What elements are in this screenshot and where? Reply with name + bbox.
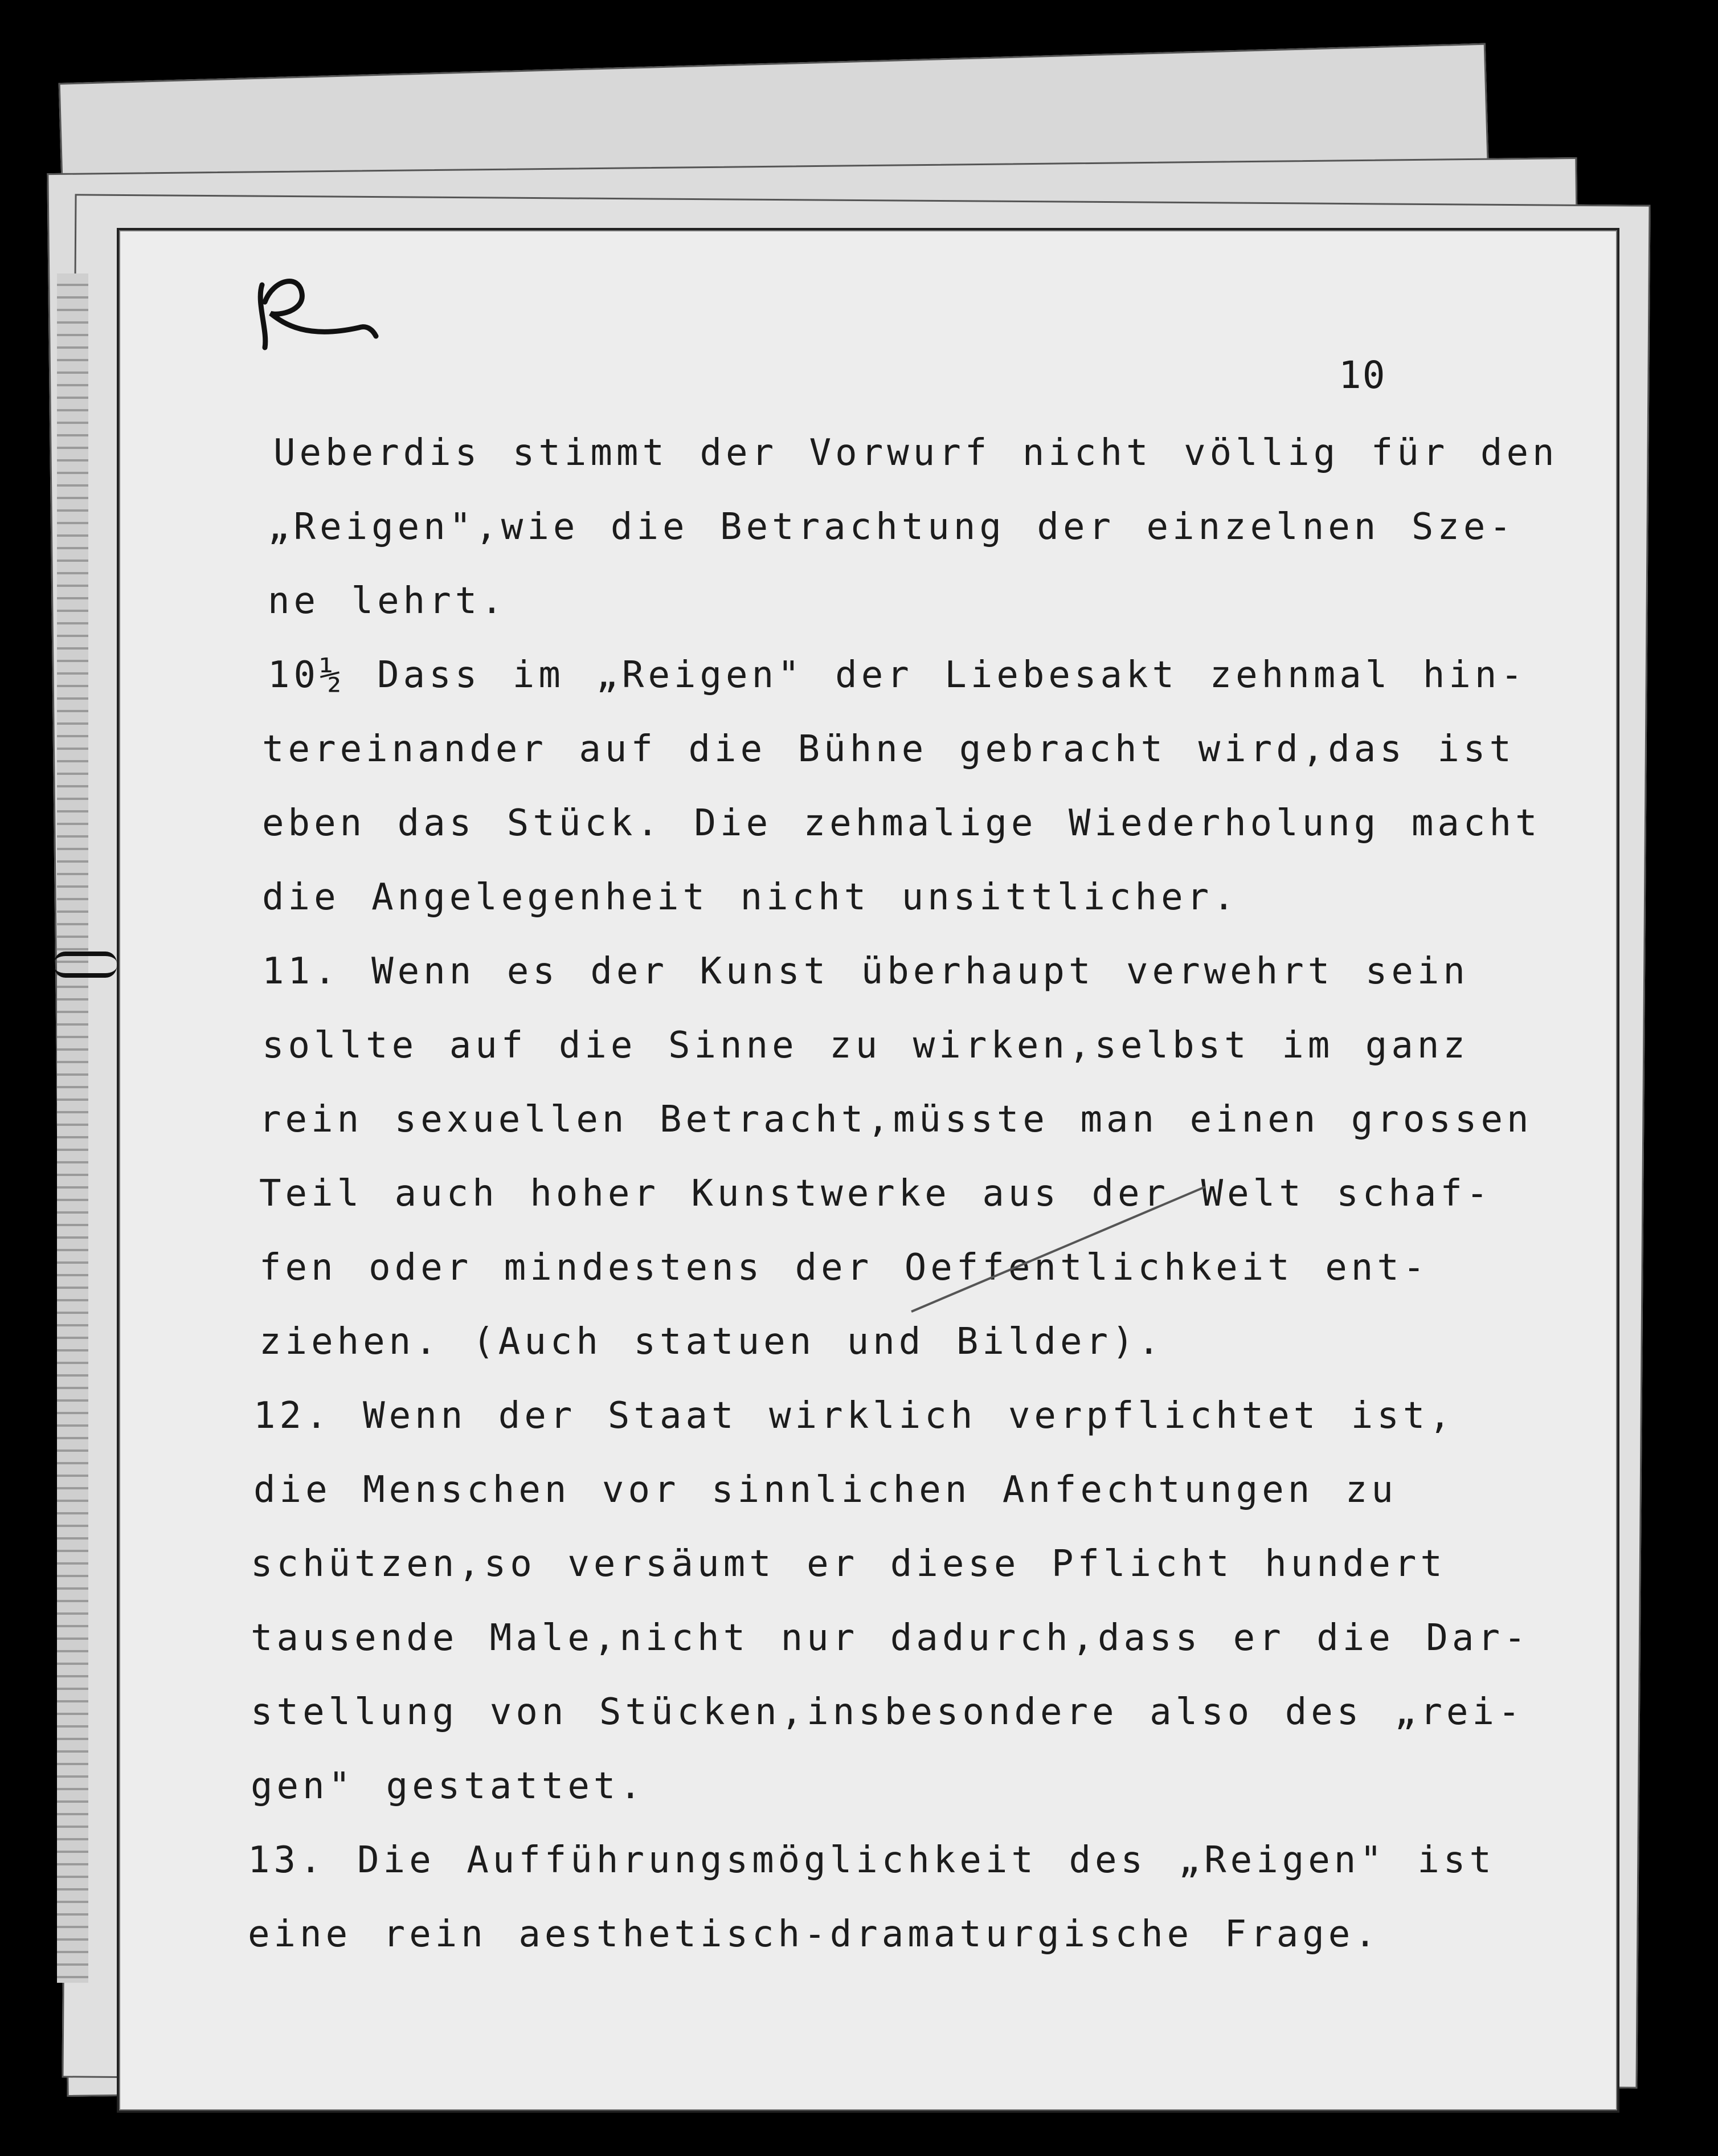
text-line: 13. Die Aufführungsmöglichkeit des „Reigen" ist	[248, 1839, 1495, 1881]
page-number: 10	[1339, 353, 1386, 397]
text-line: ne lehrt.	[268, 580, 507, 622]
text-line: eben das Stück. Die zehmalige Wiederholung macht	[262, 802, 1541, 844]
text-line: rein sexuellen Betracht,müsste man einen grossen	[259, 1099, 1533, 1141]
text-line: tereinander auf die Bühne gebracht wird,das ist	[262, 728, 1515, 770]
typed-body-text	[245, 416, 1559, 1971]
text-line: Ueberdis stimmt der Vorwurf nicht völlig für den	[273, 432, 1559, 474]
text-line: eine rein aesthetisch-dramaturgische Frage.	[248, 1913, 1380, 1955]
text-line: stellung von Stücken,insbesondere also des „rei-	[251, 1691, 1524, 1733]
text-line: 11. Wenn es der Kunst überhaupt verwehrt sein	[262, 950, 1469, 993]
text-line: ziehen. (Auch statuen und Bilder).	[259, 1321, 1164, 1363]
text-line: schützen,so versäumt er diese Pflicht hundert	[251, 1543, 1446, 1585]
text-line: 12. Wenn der Staat wirklich verpflichtet ist,	[253, 1395, 1455, 1437]
text-line: 10½ Dass im „Reigen" der Liebesakt zehnmal hin-	[268, 654, 1527, 696]
text-line: tausende Male,nicht nur dadurch,dass er die Dar-	[251, 1617, 1530, 1659]
text-line: die Menschen vor sinnlichen Anfechtungen zu	[253, 1469, 1397, 1511]
text-line: sollte auf die Sinne zu wirken,selbst im ganz	[262, 1024, 1469, 1067]
text-line: fen oder mindestens der Oeffentlichkeit ent-	[259, 1247, 1429, 1289]
text-line: die Angelegenheit nicht unsittlicher.	[262, 876, 1239, 918]
text-line: „Reigen",wie die Betrachtung der einzelnen Sze-	[268, 506, 1515, 548]
paper-stack-edge	[57, 273, 88, 1983]
binding-mark	[54, 952, 117, 978]
text-line: Teil auch hoher Kunstwerke aus der Welt schaf-	[259, 1173, 1492, 1215]
text-line: gen" gestattet.	[251, 1765, 645, 1807]
handwritten-initials	[245, 268, 382, 359]
